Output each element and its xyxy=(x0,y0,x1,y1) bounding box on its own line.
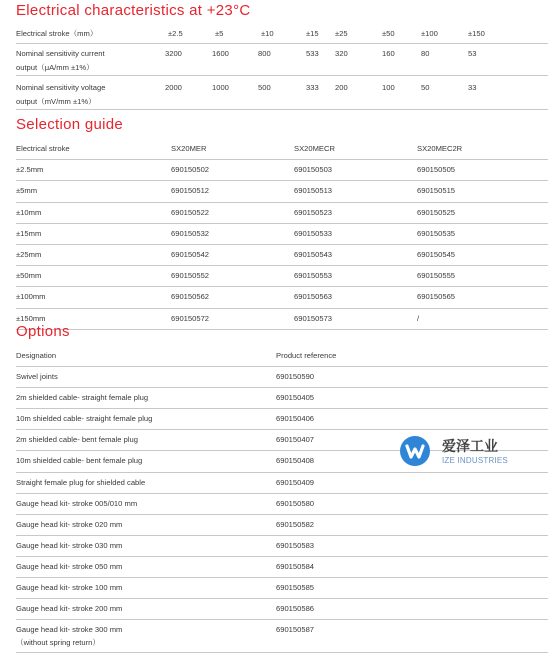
voltage-value: 33 xyxy=(468,83,477,92)
sx20mer-ref: 690150502 xyxy=(171,165,210,175)
designation-cell: Gauge head kit- stroke 005/010 mm xyxy=(16,498,138,508)
current-value: 320 xyxy=(335,49,348,58)
voltage-value: 100 xyxy=(382,83,395,92)
product-ref-cell: 690150405 xyxy=(276,393,315,403)
table-row xyxy=(16,515,548,536)
table-row xyxy=(16,367,548,388)
table-row xyxy=(16,388,548,409)
product-ref-cell: 690150584 xyxy=(276,561,315,571)
table-row xyxy=(16,494,548,515)
options-table xyxy=(16,346,548,653)
current-output-row xyxy=(16,44,548,76)
sx20mecr-ref: 690150543 xyxy=(294,249,333,259)
stroke-value: ±5 xyxy=(215,29,224,38)
product-ref-cell: 690150583 xyxy=(276,540,315,550)
column-header: SX20MEC2R xyxy=(417,144,463,153)
column-header: SX20MECR xyxy=(294,144,335,153)
voltage-value: 333 xyxy=(306,83,319,92)
table-row xyxy=(16,599,548,620)
product-ref-cell: 690150587 xyxy=(276,625,315,635)
voltage-value: 1000 xyxy=(212,83,229,92)
current-label-line1: Nominal sensitivity current xyxy=(16,49,105,58)
voltage-value: 200 xyxy=(335,83,348,92)
product-ref-cell: 690150407 xyxy=(276,435,315,445)
current-value: 800 xyxy=(258,49,271,58)
sx20mer-ref: 690150512 xyxy=(171,186,210,196)
product-ref-cell: 690150585 xyxy=(276,583,315,593)
selection-header-row xyxy=(16,139,548,160)
stroke-cell: ±25mm xyxy=(16,249,42,259)
watermark-name-en: IZE INDUSTRIES xyxy=(442,456,508,465)
designation-cell: 10m shielded cable- bent female plug xyxy=(16,456,143,466)
electrical-table xyxy=(16,24,548,110)
stroke-value: ±15 xyxy=(306,29,319,38)
voltage-label-line1: Nominal sensitivity voltage xyxy=(16,83,106,92)
sx20mec2r-ref: 690150565 xyxy=(417,292,456,302)
options-header-row xyxy=(16,346,548,367)
table-row xyxy=(16,620,548,653)
table-row xyxy=(16,287,548,308)
stroke-cell: ±100mm xyxy=(16,292,46,302)
product-ref-cell: 690150409 xyxy=(276,477,315,487)
voltage-value: 2000 xyxy=(165,83,182,92)
stroke-value: ±50 xyxy=(382,29,395,38)
sx20mec2r-ref: 690150515 xyxy=(417,186,456,196)
stroke-value: ±2.5 xyxy=(168,29,183,38)
stroke-cell: ±10mm xyxy=(16,207,42,217)
designation-cell: Swivel joints xyxy=(16,372,58,382)
electrical-characteristics-title: Electrical characteristics at +23°C xyxy=(16,2,251,19)
current-value: 80 xyxy=(421,49,430,58)
sx20mec2r-ref: 690150505 xyxy=(417,165,456,175)
stroke-value: ±25 xyxy=(335,29,348,38)
options-title: Options xyxy=(16,323,70,340)
current-label-line2: output（μA/mm ±1%） xyxy=(16,63,94,72)
sx20mecr-ref: 690150573 xyxy=(294,313,333,323)
sx20mec2r-ref: 690150525 xyxy=(417,207,456,217)
sx20mer-ref: 690150542 xyxy=(171,249,210,259)
designation-cell: Gauge head kit- stroke 050 mm xyxy=(16,561,123,571)
voltage-value: 500 xyxy=(258,83,271,92)
stroke-cell: ±2.5mm xyxy=(16,165,44,175)
stroke-value: ±100 xyxy=(421,29,438,38)
table-row xyxy=(16,578,548,599)
current-value: 3200 xyxy=(165,49,182,58)
table-row xyxy=(16,224,548,245)
current-value: 533 xyxy=(306,49,319,58)
stroke-cell: ±50mm xyxy=(16,271,42,281)
sx20mecr-ref: 690150523 xyxy=(294,207,333,217)
designation-cell: 2m shielded cable- bent female plug xyxy=(16,435,138,445)
sx20mer-ref: 690150562 xyxy=(171,292,210,302)
sx20mecr-ref: 690150553 xyxy=(294,271,333,281)
stroke-cell: ±15mm xyxy=(16,228,42,238)
table-row xyxy=(16,473,548,494)
stroke-label: Electrical stroke（mm） xyxy=(16,29,98,38)
watermark-name-cn: 爱泽工业 xyxy=(442,439,498,455)
designation-cell: 2m shielded cable- straight female plug xyxy=(16,393,149,403)
stroke-value: ±150 xyxy=(468,29,485,38)
designation-cell: Straight female plug for shielded cable xyxy=(16,477,146,487)
designation-cell: Gauge head kit- stroke 200 mm xyxy=(16,604,123,614)
sx20mecr-ref: 690150563 xyxy=(294,292,333,302)
sx20mec2r-ref: / xyxy=(417,313,420,323)
voltage-value: 50 xyxy=(421,83,430,92)
column-header: Product reference xyxy=(276,351,337,360)
voltage-output-row xyxy=(16,76,548,110)
sx20mecr-ref: 690150503 xyxy=(294,165,333,175)
table-row xyxy=(16,557,548,578)
table-row xyxy=(16,309,548,330)
table-row xyxy=(16,409,548,430)
current-value: 53 xyxy=(468,49,477,58)
product-ref-cell: 690150408 xyxy=(276,456,315,466)
product-ref-cell: 690150590 xyxy=(276,372,315,382)
product-ref-cell: 690150580 xyxy=(276,498,315,508)
designation-note: （without spring return） xyxy=(16,638,100,648)
table-row xyxy=(16,536,548,557)
designation-cell: Gauge head kit- stroke 030 mm xyxy=(16,540,123,550)
designation-cell: 10m shielded cable- straight female plug xyxy=(16,414,153,424)
designation-cell: Gauge head kit- stroke 300 mm xyxy=(16,625,123,635)
table-row xyxy=(16,266,548,287)
table-row xyxy=(16,203,548,224)
sx20mec2r-ref: 690150535 xyxy=(417,228,456,238)
current-value: 1600 xyxy=(212,49,229,58)
sx20mer-ref: 690150522 xyxy=(171,207,210,217)
selection-guide-title: Selection guide xyxy=(16,116,124,133)
voltage-label-line2: output（mV/mm ±1%） xyxy=(16,97,96,106)
table-row xyxy=(16,245,548,266)
sx20mer-ref: 690150552 xyxy=(171,271,210,281)
ize-logo-icon xyxy=(400,436,430,466)
current-value: 160 xyxy=(382,49,395,58)
table-row xyxy=(16,160,548,181)
designation-cell: Gauge head kit- stroke 100 mm xyxy=(16,583,123,593)
designation-cell: Gauge head kit- stroke 020 mm xyxy=(16,519,123,529)
product-ref-cell: 690150406 xyxy=(276,414,315,424)
product-ref-cell: 690150582 xyxy=(276,519,315,529)
sx20mecr-ref: 690150513 xyxy=(294,186,333,196)
selection-table xyxy=(16,139,548,330)
sx20mer-ref: 690150572 xyxy=(171,313,210,323)
table-row xyxy=(16,181,548,202)
stroke-row xyxy=(16,24,548,44)
stroke-value: ±10 xyxy=(261,29,274,38)
ize-industries-watermark xyxy=(400,436,530,470)
sx20mecr-ref: 690150533 xyxy=(294,228,333,238)
product-ref-cell: 690150586 xyxy=(276,604,315,614)
sx20mer-ref: 690150532 xyxy=(171,228,210,238)
column-header: Electrical stroke xyxy=(16,144,70,153)
column-header: SX20MER xyxy=(171,144,207,153)
sx20mec2r-ref: 690150555 xyxy=(417,271,456,281)
sx20mec2r-ref: 690150545 xyxy=(417,249,456,259)
stroke-cell: ±150mm xyxy=(16,313,46,323)
stroke-cell: ±5mm xyxy=(16,186,38,196)
column-header: Designation xyxy=(16,351,57,360)
